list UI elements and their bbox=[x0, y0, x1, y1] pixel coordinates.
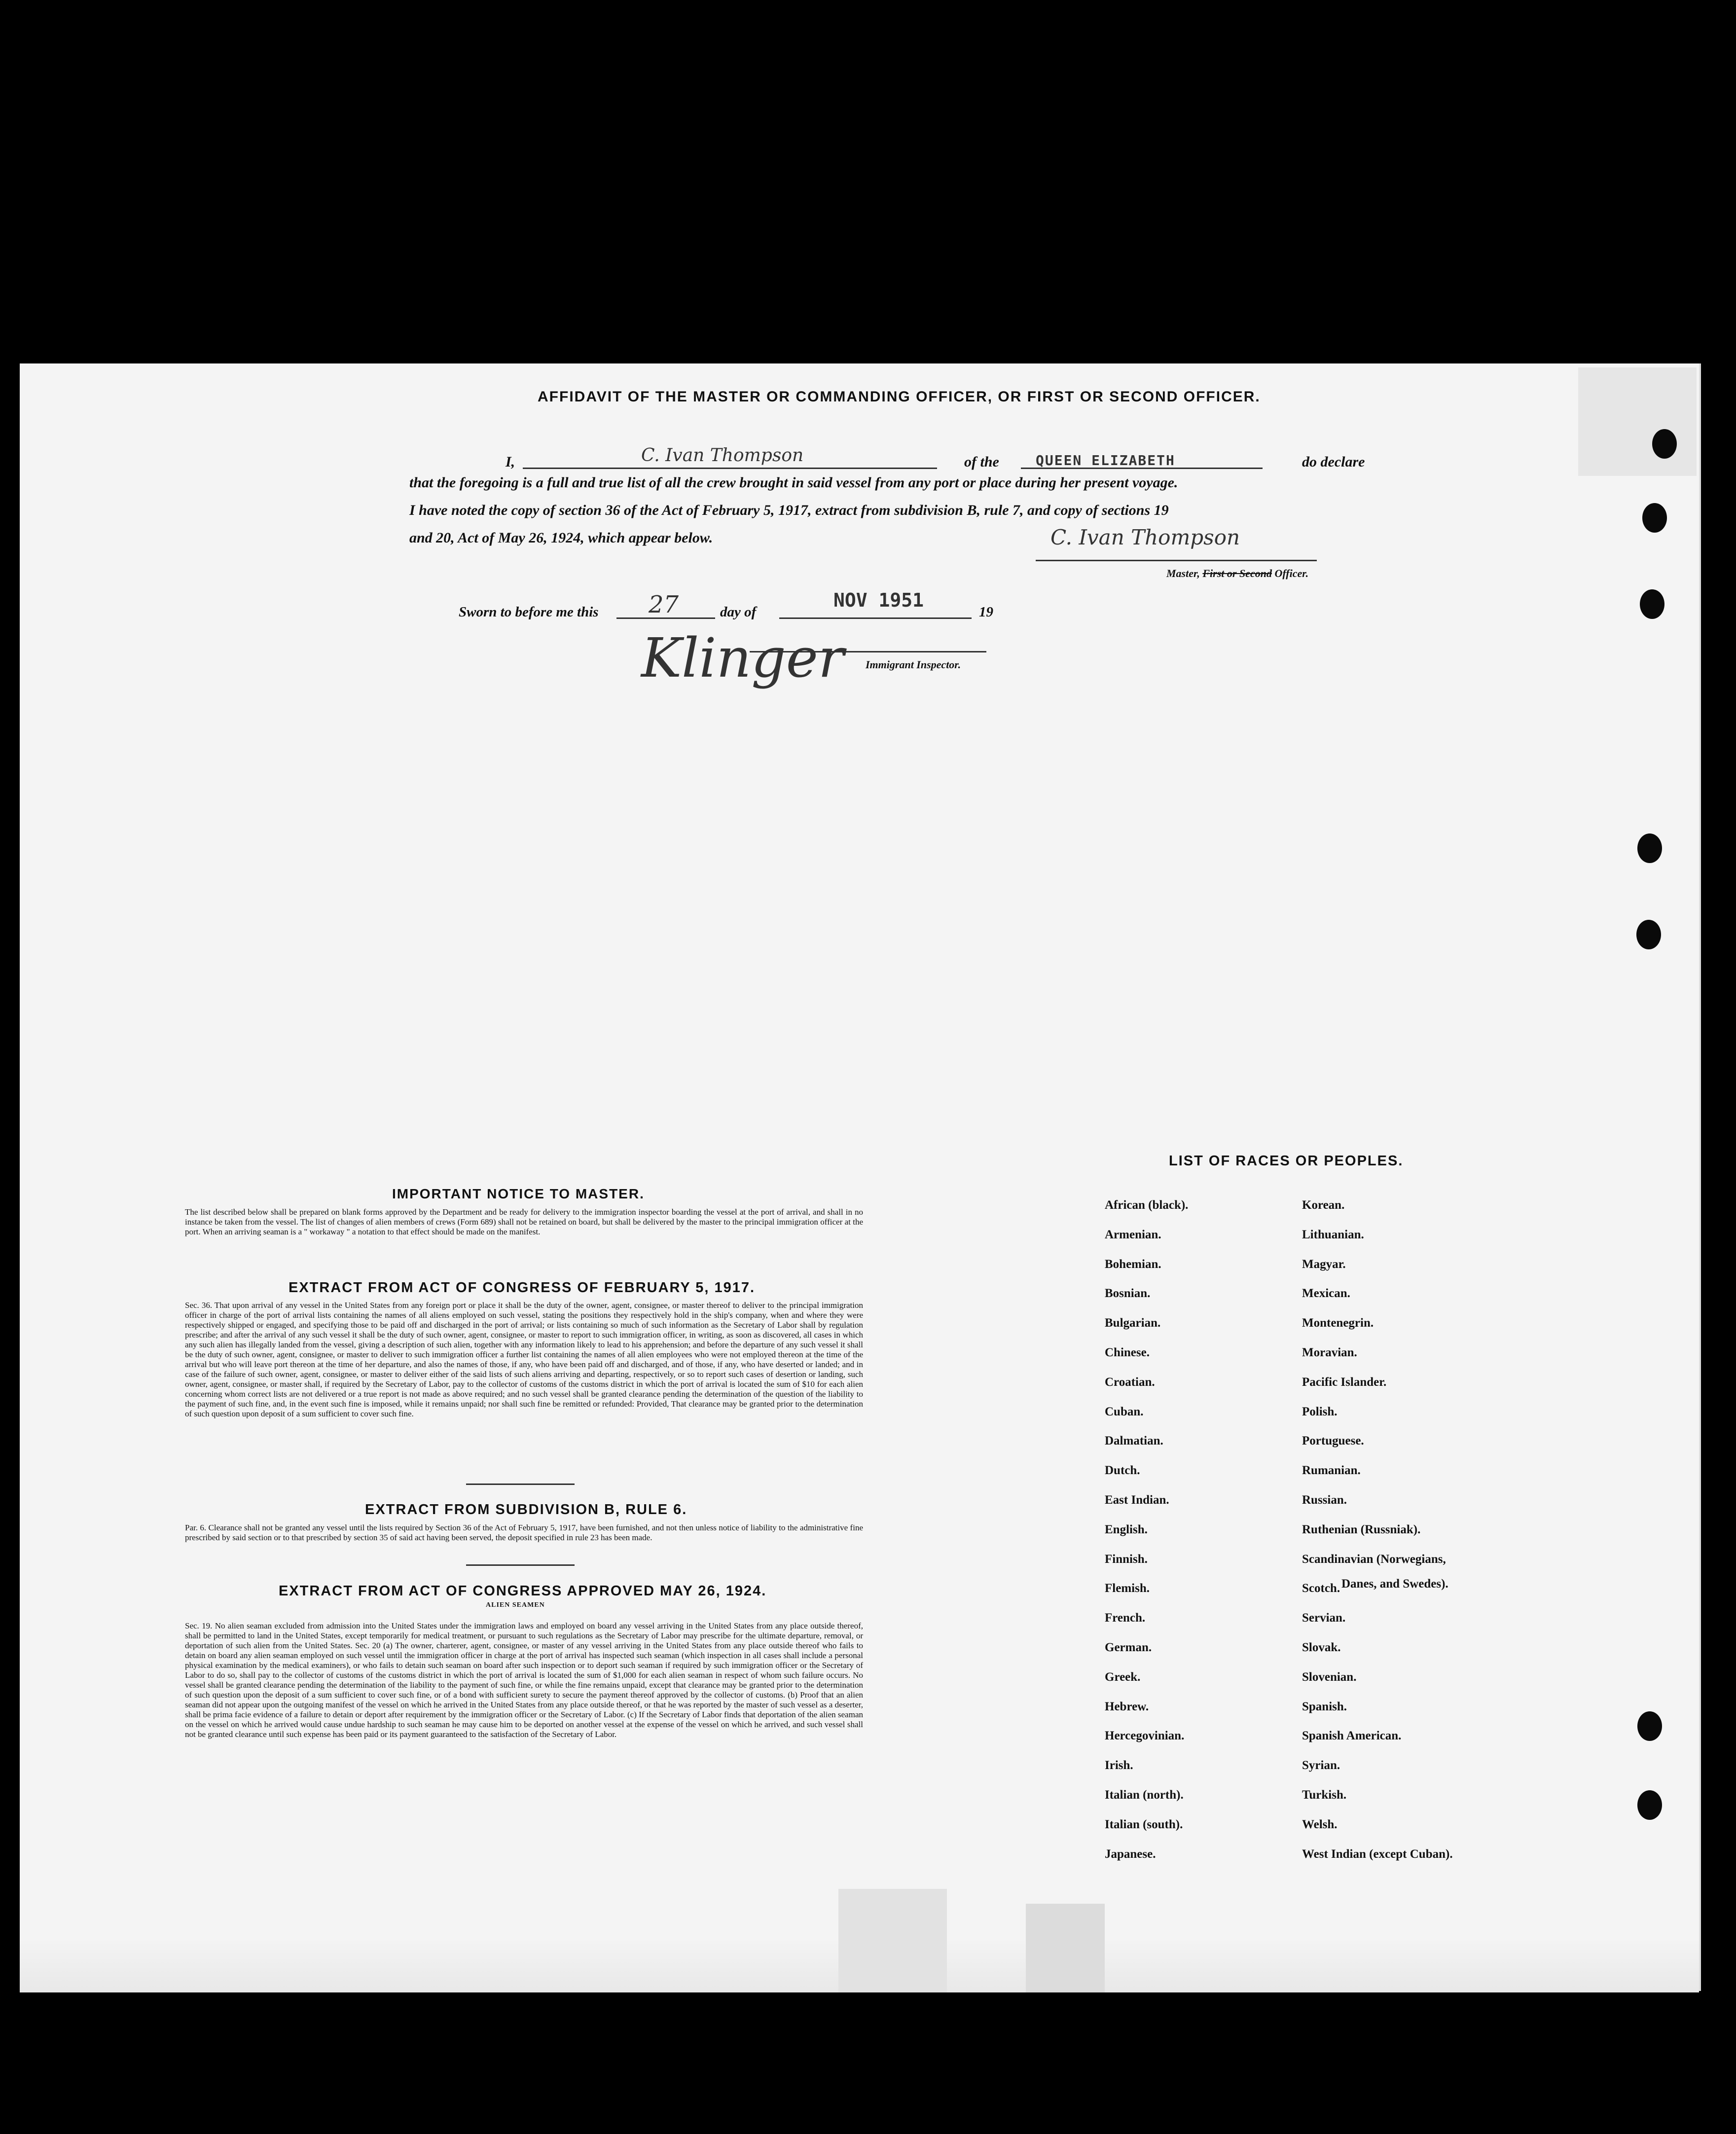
of-the-label: of the bbox=[964, 454, 999, 470]
date-stamp: NOV 1951 bbox=[833, 589, 924, 611]
master-label-suffix: Officer. bbox=[1271, 567, 1309, 579]
race-item: Irish. bbox=[1105, 1759, 1133, 1772]
race-item: Dalmatian. bbox=[1105, 1434, 1163, 1447]
punch-hole bbox=[1640, 589, 1664, 619]
affidavit-title: AFFIDAVIT OF THE MASTER OR COMMANDING OFFICER, OR FIRST OR SECOND OFFICER. bbox=[538, 389, 1261, 405]
master-name-line bbox=[523, 468, 937, 469]
divider bbox=[466, 1564, 575, 1566]
sworn-month-line bbox=[779, 617, 972, 619]
torn-corner bbox=[1578, 367, 1697, 476]
race-item: Slovak. bbox=[1302, 1641, 1341, 1654]
punch-hole bbox=[1637, 1711, 1662, 1741]
sworn-label: Sworn to before me this bbox=[459, 604, 599, 620]
day-of-label: day of bbox=[720, 604, 757, 620]
race-item: Turkish. bbox=[1302, 1788, 1347, 1802]
race-item: Japanese. bbox=[1105, 1847, 1156, 1861]
year-prefix: 19 bbox=[979, 604, 993, 620]
master-signature: C. Ivan Thompson bbox=[1050, 525, 1240, 549]
signature-line bbox=[1036, 560, 1317, 561]
race-item: Portuguese. bbox=[1302, 1434, 1364, 1447]
master-label-struck: First or Second bbox=[1202, 567, 1272, 579]
race-item: Pacific Islander. bbox=[1302, 1375, 1387, 1389]
extract-1924-body: Sec. 19. No alien seaman excluded from admission into the United States under the immigration laws and employed on board any vessel arriving in the United States from any place outside thereof, shall be permitted to land in the United States, except temporarily for medical treatment, or pursuant to such regulations as the Secretary of Labor may prescribe for the ultimate departure, removal, or deportation of such alien from the United States. Sec. 20 (a) The owner, charterer, agent, consignee, or master of any vessel arriving in the United States from any place outside thereof who fails to detain on board any alien seaman employed on such vessel until the immigration officer in charge at the port of arrival has inspected such seaman (which inspection in all cases shall include a personal physical examination by the medical examiners), or who fails to detain such seaman on board after such inspection or to deport such seaman if required by such immigration officer or the Secretary of Labor to do so, shall pay to the collector of customs of the customs district in which the port of arrival is located the sum of $1,000 for each alien seaman in respect of whom such failure occurs. No vessel shall be granted clearance pending the determination of the liability to the payment of such fine, or while the fine remains unpaid, except that clearance may be granted prior to the determination of such question upon the deposit of a sum sufficient to cover such fine, or of a bond with sufficient surety to secure the payment thereof approved by the collector of customs. (b) Proof that an alien seaman did not appear upon the outgoing manifest of the vessel on which he arrived in the United States from any place outside thereof, or that he was reported by the master of such vessel as a deserter, shall be prima facie evidence of a failure to detain or deport after requirement by the immigration officer or the Secretary of Labor. (c) If the Secretary of Labor finds that deportation of the alien seaman on the vessel on which he arrived would cause undue hardship to such seaman he may cause him to be deported on another vessel at the expense of the vessel on which he arrived, and such vessel shall not be granted clearance until such expense has been paid or its payment guaranteed to the satisfaction of the Secretary of Labor. bbox=[185, 1621, 863, 1739]
race-item: English. bbox=[1105, 1523, 1148, 1536]
race-item: Bosnian. bbox=[1105, 1287, 1151, 1300]
master-label-prefix: Master, bbox=[1166, 567, 1203, 579]
race-item: German. bbox=[1105, 1641, 1152, 1654]
race-item: Bulgarian. bbox=[1105, 1316, 1161, 1330]
master-officer-label bbox=[1166, 567, 1308, 580]
punch-hole bbox=[1652, 429, 1677, 459]
race-item: French. bbox=[1105, 1611, 1146, 1625]
race-item: Flemish. bbox=[1105, 1582, 1150, 1595]
race-item: Mexican. bbox=[1302, 1287, 1350, 1300]
extract-rule6-body: Par. 6. Clearance shall not be granted any vessel until the lists required by Section 36 of the Act of February 5, 1917, have been furnished, and not then unless notice of liability to the administrative fine prescribed by said section or to that prescribed by section 35 of said act having been served, the deposit specified in rule 23 has been made. bbox=[185, 1523, 863, 1542]
do-declare-label: do declare bbox=[1302, 454, 1365, 470]
race-item: Chinese. bbox=[1105, 1346, 1150, 1359]
race-item: Moravian. bbox=[1302, 1346, 1357, 1359]
race-item: African (black). bbox=[1105, 1198, 1189, 1212]
race-item: Italian (north). bbox=[1105, 1788, 1184, 1802]
race-item: Croatian. bbox=[1105, 1375, 1155, 1389]
race-item: Servian. bbox=[1302, 1611, 1346, 1625]
affidavit-line-3: I have noted the copy of section 36 of the Act of February 5, 1917, extract from subdivision B, rule 7, and copy of sections 19 bbox=[409, 502, 1169, 518]
extract-1924-title: EXTRACT FROM ACT OF CONGRESS APPROVED MAY 26, 1924. bbox=[279, 1583, 767, 1599]
divider bbox=[466, 1483, 575, 1485]
race-item: Slovenian. bbox=[1302, 1670, 1357, 1684]
race-item: Spanish. bbox=[1302, 1700, 1347, 1713]
race-item: Scandinavian (Norwegians, bbox=[1302, 1553, 1446, 1566]
race-item: Rumanian. bbox=[1302, 1464, 1361, 1477]
race-item: Armenian. bbox=[1105, 1228, 1161, 1241]
race-item: Hebrew. bbox=[1105, 1700, 1149, 1713]
inspector-label: Immigrant Inspector. bbox=[866, 658, 961, 671]
race-item: Ruthenian (Russniak). bbox=[1302, 1523, 1421, 1536]
race-item: Welsh. bbox=[1302, 1818, 1338, 1831]
sworn-day-handwritten: 27 bbox=[649, 591, 679, 618]
extract-1924-subtitle: ALIEN SEAMEN bbox=[486, 1601, 545, 1609]
race-item: Spanish American. bbox=[1302, 1729, 1402, 1742]
race-item: Syrian. bbox=[1302, 1759, 1340, 1772]
race-item: Polish. bbox=[1302, 1405, 1338, 1418]
race-item: Scotch. bbox=[1302, 1582, 1340, 1595]
race-item: Greek. bbox=[1105, 1670, 1141, 1684]
inspector-signature-line bbox=[750, 651, 986, 652]
punch-hole bbox=[1642, 503, 1667, 533]
race-item: West Indian (except Cuban). bbox=[1302, 1847, 1453, 1861]
torn-paper-fragment bbox=[1026, 1904, 1105, 1992]
affidavit-i-label: I, bbox=[506, 454, 515, 470]
race-item-continuation: Danes, and Swedes). bbox=[1341, 1577, 1448, 1591]
race-item: Dutch. bbox=[1105, 1464, 1140, 1477]
notice-title: IMPORTANT NOTICE TO MASTER. bbox=[392, 1186, 645, 1201]
race-item: Montenegrin. bbox=[1302, 1316, 1374, 1330]
punch-hole bbox=[1637, 1790, 1662, 1820]
master-name-handwritten: C. Ivan Thompson bbox=[641, 445, 804, 466]
race-item: Italian (south). bbox=[1105, 1818, 1183, 1831]
punch-hole bbox=[1636, 920, 1661, 949]
races-title: LIST OF RACES OR PEOPLES. bbox=[1169, 1153, 1404, 1169]
race-item: Cuban. bbox=[1105, 1405, 1144, 1418]
extract-1917-title: EXTRACT FROM ACT OF CONGRESS OF FEBRUARY 5, 1917. bbox=[289, 1280, 756, 1296]
race-item: Finnish. bbox=[1105, 1553, 1148, 1566]
inspector-signature: Klinger bbox=[641, 626, 844, 689]
race-item: Hercegovinian. bbox=[1105, 1729, 1185, 1742]
punch-hole bbox=[1637, 833, 1662, 863]
torn-paper-fragment bbox=[838, 1889, 947, 1992]
affidavit-line-2: that the foregoing is a full and true list of all the crew brought in said vessel from any port or place during her present voyage. bbox=[409, 474, 1178, 491]
race-item: Korean. bbox=[1302, 1198, 1345, 1212]
extract-1917-body: Sec. 36. That upon arrival of any vessel in the United States from any foreign port or place it shall be the duty of the owner, agent, consignee, or master thereof to deliver to the principal immigration officer in charge of the port of arrival lists containing the names of all aliens employed on such vessel, stating the positions they respectively hold in the ship's company, when and where they were respectively shipped or engaged, and specifying those to be paid off and discharged in the port of arrival; or lists containing so much of such information as the Secretary of Labor shall by regulation prescribe; and after the arrival of any such vessel it shall be the duty of such owner, agent, consignee, or master to report to such immigration officer, in writing, as soon as discovered, all cases in which any such alien has illegally landed from the vessel, giving a description of such alien, together with any information likely to lead to his apprehension; and before the departure of any such vessel it shall be the duty of such owner, agent, consignee, or master to deliver to such immigration officer a further list containing the names of all alien employees who were not employed thereon at the time of the arrival but who will leave port thereon at the time of her departure, and also the names of those, if any, who have been paid off and discharged, and of those, if any, who have deserted or landed; and in case of the failure of such owner, agent, consignee, or master to deliver either of the said lists of such aliens arriving and departing, respectively, or so to report such cases of desertion or landing, such owner, agent, consignee, or master shall, if required by the Secretary of Labor, pay to the collector of customs of the customs district in which the port of arrival is located the sum of $10 for each alien concerning whom correct lists are not delivered or a true report is not made as above required; and no such vessel shall be granted clearance pending the determination of the question of the liability to the payment of such fine, and, in the event such fine is imposed, while it remains unpaid; nor shall such fine be remitted or refunded: Provided, That clearance may be granted prior to the determination of such question upon deposit of a sum sufficient to cover such fine. bbox=[185, 1301, 863, 1418]
race-item: Lithuanian. bbox=[1302, 1228, 1364, 1241]
race-item: Magyar. bbox=[1302, 1258, 1346, 1271]
vessel-name-stamp: QUEEN ELIZABETH bbox=[1036, 452, 1175, 469]
notice-body: The list described below shall be prepared on blank forms approved by the Department and be ready for delivery to the immigration inspector boarding the vessel at the port of arrival, and shall in no instance be taken from the vessel. The list of changes of alien members of crews (Form 689) shall not be retained on board, but shall be delivered by the master to the principal immigration officer at the port. When an arriving seaman is a " workaway " a notation to that effect should be made on the manifest. bbox=[185, 1207, 863, 1236]
race-item: East Indian. bbox=[1105, 1493, 1169, 1507]
race-item: Bohemian. bbox=[1105, 1258, 1161, 1271]
affidavit-line-4: and 20, Act of May 26, 1924, which appear below. bbox=[409, 530, 713, 546]
extract-rule6-title: EXTRACT FROM SUBDIVISION B, RULE 6. bbox=[365, 1502, 687, 1518]
race-item: Russian. bbox=[1302, 1493, 1347, 1507]
